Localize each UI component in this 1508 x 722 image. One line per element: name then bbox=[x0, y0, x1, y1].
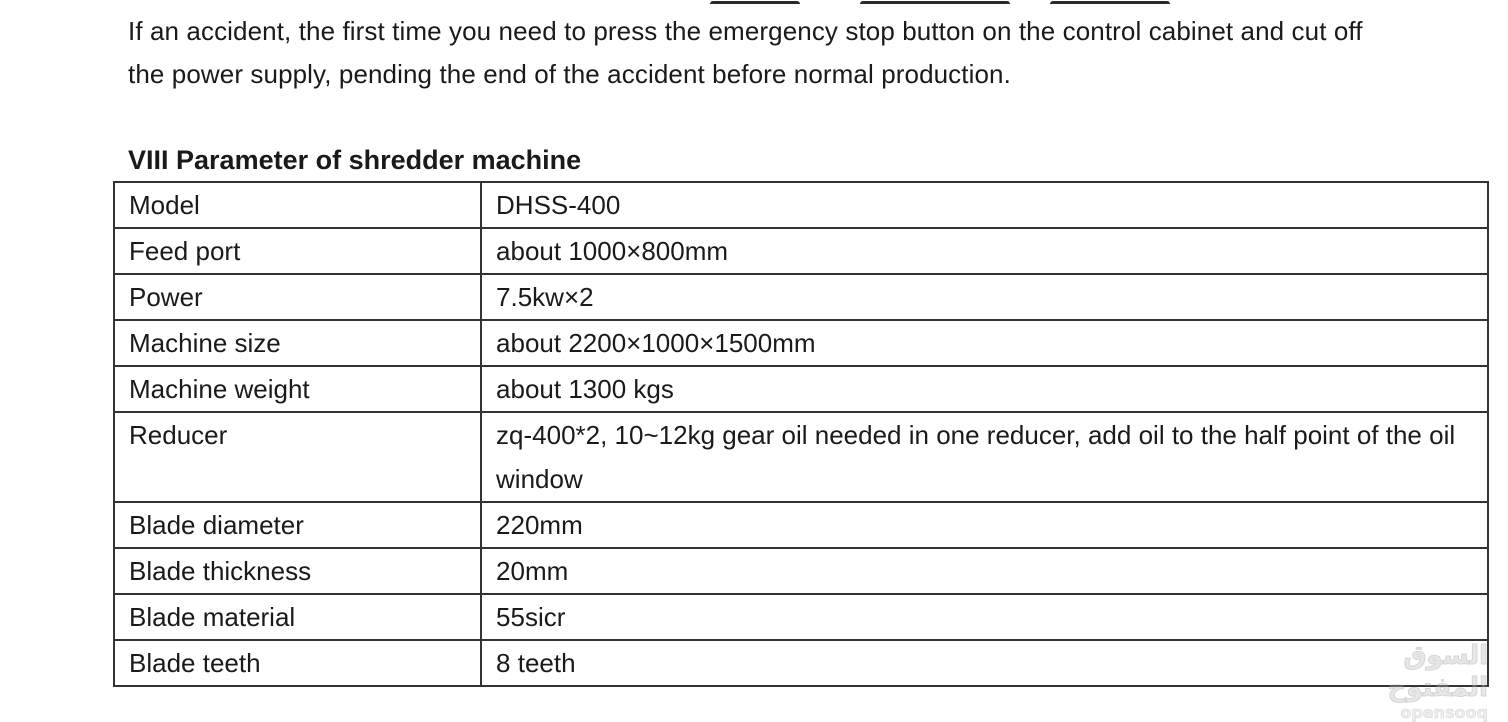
table-row bbox=[114, 412, 1488, 502]
param-label: Blade thickness bbox=[114, 548, 481, 594]
param-value: 8 teeth bbox=[481, 640, 1488, 686]
param-label: Power bbox=[114, 274, 481, 320]
param-label: Model bbox=[114, 182, 481, 228]
watermark-latin-text: opensooq bbox=[1400, 703, 1488, 722]
table-row bbox=[114, 594, 1488, 640]
section-title: VIII Parameter of shredder machine bbox=[128, 145, 582, 175]
instruction-line-2: the power supply, pending the end of the accident before normal production. bbox=[128, 59, 1011, 89]
param-label: Blade teeth bbox=[114, 640, 481, 686]
table-row bbox=[114, 320, 1488, 366]
table-row bbox=[114, 182, 1488, 228]
param-label: Machine size bbox=[114, 320, 481, 366]
param-value: DHSS-400 bbox=[481, 182, 1488, 228]
param-value: 7.5kw×2 bbox=[481, 274, 1488, 320]
accident-instruction-paragraph bbox=[128, 10, 1488, 96]
param-label: Feed port bbox=[114, 228, 481, 274]
opensooq-watermark bbox=[1328, 640, 1488, 722]
param-value: 55sicr bbox=[481, 594, 1488, 640]
param-label: Blade material bbox=[114, 594, 481, 640]
param-value: 220mm bbox=[481, 502, 1488, 548]
param-label: Blade diameter bbox=[114, 502, 481, 548]
param-value: about 1000×800mm bbox=[481, 228, 1488, 274]
param-value: 20mm bbox=[481, 548, 1488, 594]
table-row bbox=[114, 502, 1488, 548]
param-label: Machine weight bbox=[114, 366, 481, 412]
table-row bbox=[114, 548, 1488, 594]
param-value: about 2200×1000×1500mm bbox=[481, 320, 1488, 366]
table-row bbox=[114, 274, 1488, 320]
param-value: zq-400*2, 10~12kg gear oil needed in one reducer, add oil to the half point of the oil window bbox=[481, 412, 1488, 502]
instruction-line-1: If an accident, the first time you need to press the emergency stop button on the control cabinet and cut off bbox=[128, 16, 1363, 46]
table-row bbox=[114, 228, 1488, 274]
table-row bbox=[114, 640, 1488, 686]
parameter-table bbox=[113, 181, 1489, 687]
param-value: about 1300 kgs bbox=[481, 366, 1488, 412]
clipped-previous-line bbox=[700, 0, 1180, 4]
table-row bbox=[114, 366, 1488, 412]
watermark-arabic-text: السوق المفتوح bbox=[1387, 641, 1488, 703]
param-label: Reducer bbox=[114, 412, 481, 502]
